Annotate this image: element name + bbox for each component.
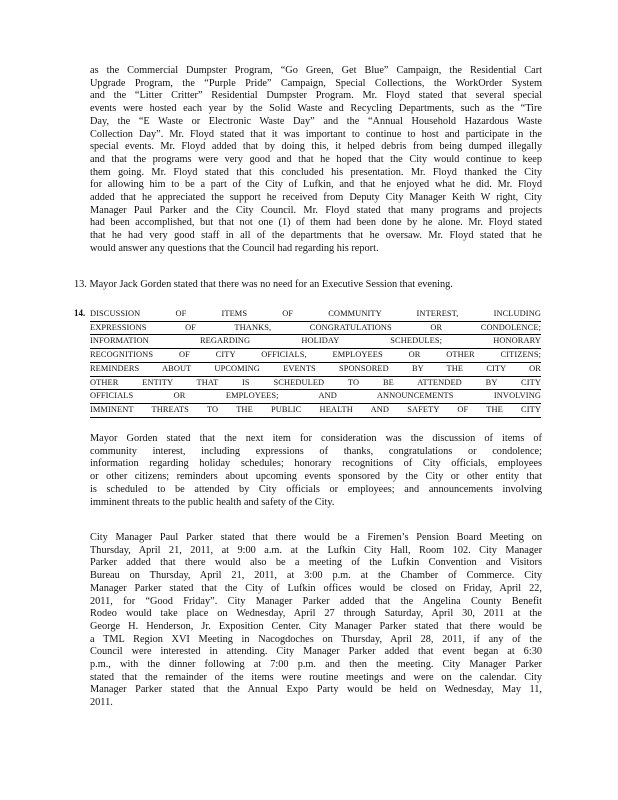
text-line: Council were interested in attending. City Manager Parker added that event began at 6:30 (90, 646, 542, 658)
text-line: Bureau on Thursday, April 21, 2011, at 3:00 p.m. at the Chamber of Commerce. City (90, 570, 542, 582)
heading-line: REMINDERS ABOUT UPCOMING EVENTS SPONSORED BY THE CITY OR (90, 363, 541, 377)
item-13-executive-session: 13. Mayor Jack Gorden stated that there was no need for an Executive Session that evening. (74, 279, 453, 290)
heading-line: RECOGNITIONS OF CITY OFFICIALS, EMPLOYEES OR OTHER CITIZENS; (90, 349, 541, 363)
text-line: or other citizens; reminders about upcoming events sponsored by the City or other entity that (90, 471, 542, 483)
heading-line: IMMINENT THREATS TO THE PUBLIC HEALTH AND SAFETY OF THE CITY (90, 404, 541, 418)
text-line: stated that the remainder of the items were routine meetings and were on the calendar. City (90, 671, 542, 683)
text-line: is scheduled to be attended by City officials or employees; and announcements involving (90, 483, 542, 495)
text-line: a TML Region XVI Meeting in Nacogdoches on Thursday, April 28, 2011, if any of the (90, 633, 542, 645)
text-line: community interest, including expressions of thanks, congratulations or condolence; (90, 445, 542, 457)
text-line: Upgrade Program, the “Purple Pride” Campaign, Special Collections, the WorkOrder System (90, 77, 542, 89)
text-line: had been accomplished, but that not one (1) of them had been done by he alone. Mr. Floyd stated (90, 217, 542, 229)
text-line: Day, the “E Waste or Electronic Waste Day” and the “Annual Household Hazardous Waste (90, 115, 542, 127)
text-line: Mayor Gorden stated that the next item for consideration was the discussion of items of (90, 433, 542, 444)
text-line: for allowing him to be a part of the City of Lufkin, and that he enjoyed what he did. Mr. Floyd (90, 179, 542, 191)
text-line: George H. Henderson, Jr. Exposition Center. City Manager Parker stated that there would be (90, 620, 542, 632)
heading-line: OFFICIALS OR EMPLOYEES; AND ANNOUNCEMENTS INVOLVING (90, 390, 541, 404)
text-line: and that the programs were very good and that he hoped that the City would continue to keep (90, 153, 542, 165)
text-line: added that he appreciated the support he received from Deputy City Manager Keith W right, City (90, 192, 542, 204)
text-line: imminent threats to the public health and safety of the City. (90, 496, 335, 508)
text-line: Rodeo would take place on Wednesday, April 27 through Saturday, April 30, 2011 at the (90, 608, 542, 620)
heading-line: INFORMATION REGARDING HOLIDAY SCHEDULES; HONORARY (90, 335, 541, 349)
heading-line: DISCUSSION OF ITEMS OF COMMUNITY INTEREST, INCLUDING (90, 308, 541, 322)
text-line: events were hosted each year by the Solid Waste and Recycling Departments, such as the “Tire (90, 103, 542, 115)
text-line: Manager Parker stated that the City of Lufkin offices would be closed on Friday, April 22, (90, 582, 542, 594)
item-14-heading (90, 308, 541, 418)
text-line: 2011. (90, 697, 113, 709)
text-line: would answer any questions that the Council had regarding his report. (90, 242, 379, 254)
text-line: p.m., with the dinner following at 7:00 p.m. and then the meeting. City Manager Parker (90, 659, 542, 671)
text-line: Manager Paul Parker and the City Council. Mr. Floyd stated that many programs and projects (90, 204, 542, 216)
item-14-city-manager-paragraph (90, 532, 542, 710)
text-line: as the Commercial Dumpster Program, “Go Green, Get Blue” Campaign, the Residential Cart (90, 65, 542, 76)
floyd-presentation-paragraph (90, 65, 542, 256)
text-line: 2011, for “Good Friday”. City Manager Parker added that the Angelina County Benefit (90, 595, 542, 607)
item-14-mayor-paragraph (90, 433, 542, 509)
text-line: Thursday, April 21, 2011, at 9:00 a.m. at the Lufkin City Hall, Room 102. City Manager (90, 544, 542, 556)
text-line: City Manager Paul Parker stated that there would be a Firemen’s Pension Board Meeting on (90, 532, 542, 543)
text-line: that he had very good staff in all of the departments that he oversaw. Mr. Floyd stated that he (90, 230, 542, 242)
text-line: and the “Litter Critter” Residential Dumpster Program. Mr. Floyd stated that several special (90, 90, 542, 102)
heading-line: OTHER ENTITY THAT IS SCHEDULED TO BE ATTENDED BY CITY (90, 377, 541, 391)
text-line: them going. Mr. Floyd stated that this concluded his presentation. Mr. Floyd thanked the City (90, 166, 542, 178)
text-line: Collection Day”. Mr. Floyd stated that it was important to continue to host and participate in the (90, 128, 542, 140)
text-line: special events. Mr. Floyd added that by doing this, it helped debris from being dumped illegally (90, 141, 542, 153)
text-line: information regarding holiday schedules; honorary recognitions of City officials, employees (90, 458, 542, 470)
item-14-number: 14. (74, 308, 86, 318)
text-line: Manager Parker stated that the Annual Expo Party would be held on Wednesday, May 11, (90, 684, 542, 696)
text-line: Parker added that there would also be a meeting of the Lufkin Convention and Visitors (90, 557, 542, 569)
heading-line: EXPRESSIONS OF THANKS, CONGRATULATIONS OR CONDOLENCE; (90, 322, 541, 336)
